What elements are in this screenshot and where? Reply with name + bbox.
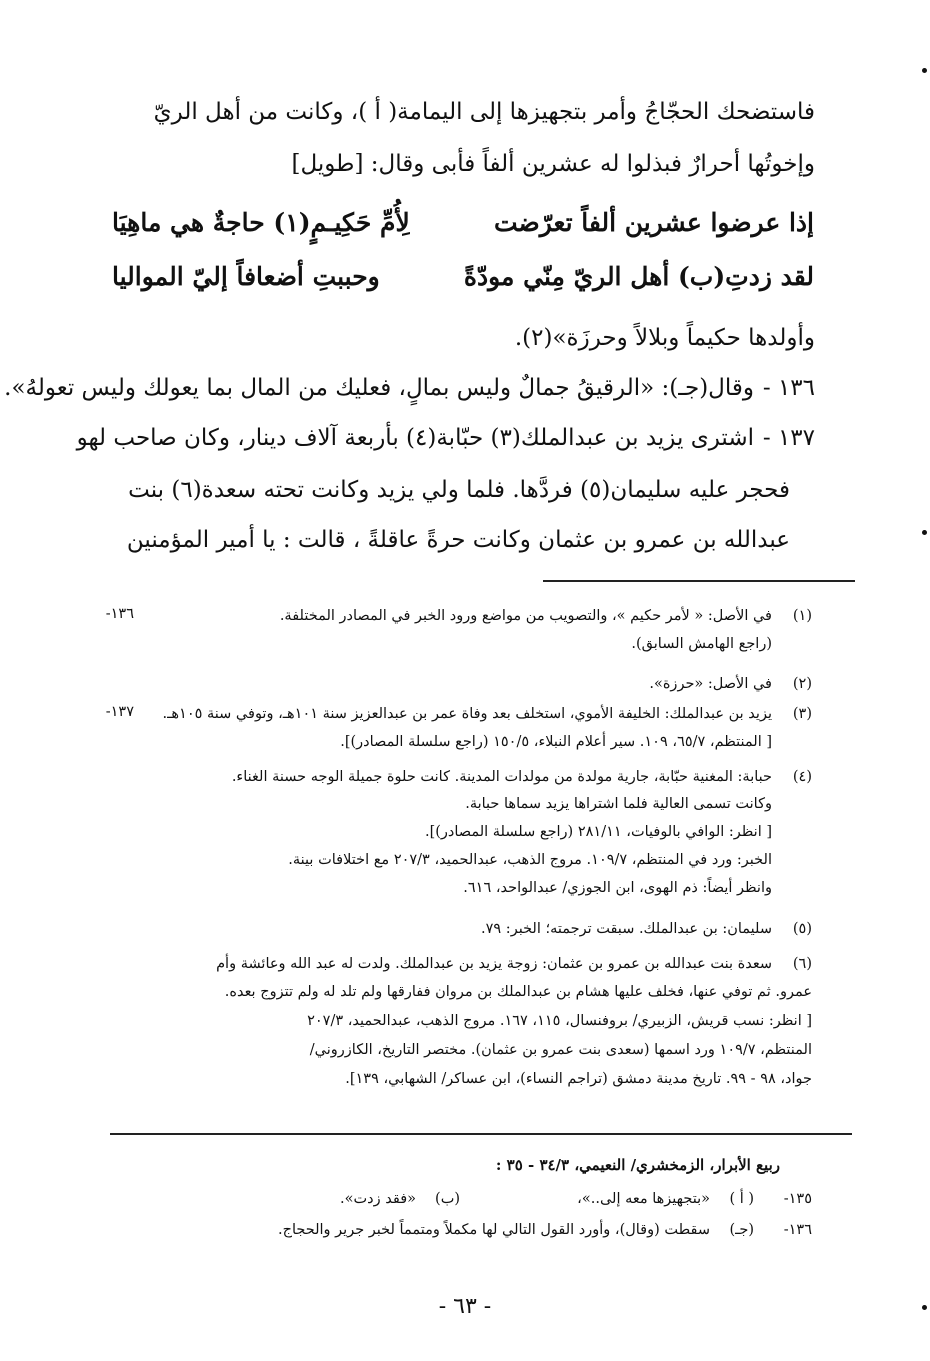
variant-a-label: ( أ ) (729, 1191, 754, 1207)
scan-dot (922, 530, 927, 535)
verse-2-second-hemistich: وحببتِ أضعافاً إليّ المواليا (112, 262, 380, 291)
footnote-5-line-1: سليمان: بن عبدالملك. سبقت ترجمته؛ الخبر: ٧٩. (481, 921, 772, 937)
footnote-6-line-5: جواد، ٩٨ - ٩٩. تاريخ مدينة دمشق (تراجم النساء)، ابن عساكر/ الشهابي، ١٣٩]. (345, 1071, 812, 1087)
footnote-group-136: ١٣٦- (105, 606, 134, 622)
variant-c-text: سقطت (وقال)، وأورد القول التالي لها مكملاً ومتمماً لخبر جرير والحجاج. (278, 1222, 710, 1238)
footnote-4-line-1: حبابة: المغنية حبّابة، جارية مولدة من مولدات المدينة. كانت حلوة جميلة الوجه حسنة الغناء. (231, 769, 772, 785)
footnote-3-line-2: [ المنتظم، ٦٥/٧، ١٠٩. سير أعلام النبلاء، ١٥٠/٥ (راجع سلسلة المصادر)]. (340, 734, 772, 750)
verse-1-first-hemistich: إذا عرضوا عشرين ألفاً تعرّضت (493, 208, 814, 237)
main-text-line-1: فاستضحك الحجّاجُ وأمر بتجهيزها إلى اليمامة( أ )، وكانت من أهل الريّ (153, 99, 815, 125)
footnote-4-number: (٤) (792, 769, 812, 785)
footnote-2-line-1: في الأصل: «حرزة». (649, 676, 772, 692)
verse-2-first-hemistich: لقد زدتِ(ب) أهل الريّ مِنّي مودّةً (463, 262, 814, 291)
footnote-3-number: (٣) (792, 706, 812, 722)
footnote-2-number: (٢) (792, 676, 812, 692)
sources-separator (110, 1133, 852, 1135)
footnote-6-line-1: سعدة بنت عبدالله بن عمرو بن عثمان: زوجة يزيد بن عبدالملك. ولدت له عبد الله وعائشة وأم (216, 956, 772, 972)
footnote-1-line-1: في الأصل: « لأمر حكيم »، والتصويب من مواضع ورود الخبر في المصادر المختلفة. (279, 608, 772, 624)
item-137-line-3: عبدالله بن عمرو بن عثمان وكانت حرةً عاقلةً ، قالت : يا أمير المؤمنين (126, 527, 790, 553)
footnote-1-line-2: (راجع الهامش السابق). (631, 636, 772, 652)
footnote-separator (543, 580, 855, 582)
item-137-number: ١٣٧ - (762, 425, 815, 451)
scan-dot (922, 68, 927, 73)
footnote-4-line-3: [ انظر: الوافي بالوفيات، ٢٨١/١١ (راجع سلسلة المصادر)]. (424, 824, 772, 840)
sources-heading: ربيع الأبرار، الزمخشري/ النعيمي، ٣٤/٣ - ٣٥ : (495, 1156, 780, 1174)
after-verse-line: وأولدها حكيماً وبلالاً وحرزَة»(٢). (514, 325, 815, 351)
item-136-text: وقال(جـ): «الرقيقُ جمالٌ وليس بمالٍ، فعليك من المال بما يعولك وليس تعولهُ». (4, 375, 754, 401)
footnote-4-line-2: وكانت تسمى العالية فلما اشتراها يزيد سماها حبابة. (465, 796, 772, 812)
item-136-number: ١٣٦ - (762, 375, 815, 401)
item-137-line-1: اشترى يزيد بن عبدالملك(٣) حبّابة(٤) بأربعة آلاف دينار، وكان صاحب لهو (76, 425, 754, 451)
footnote-5-number: (٥) (792, 921, 812, 937)
footnote-1-number: (١) (792, 608, 812, 624)
page-number: - ٦٣ - (438, 1294, 492, 1319)
scan-dot (922, 1305, 927, 1310)
footnote-6-number: (٦) (792, 956, 812, 972)
verse-1-second-hemistich: لِأُمِّ حَكِيـمٍ(١) حاجةٌ هي ماهِيَا (112, 208, 410, 237)
variant-a-text: «بتجهيزها معه إلى..»، (577, 1191, 710, 1207)
variant-b-text: «فقد زدت». (340, 1191, 416, 1207)
footnote-6-line-3: [ انظر: نسب قريش، الزبيري/ بروفنسال، ١١٥، ١٦٧. مروج الذهب، عبدالحميد، ٢٠٧/٣ (307, 1013, 812, 1029)
item-137-line-2: فحجر عليه سليمان(٥) فردَّها. فلما ولي يزيد وكانت تحته سعدة(٦) بنت (128, 477, 790, 503)
footnote-3-line-1: يزيد بن عبدالملك: الخليفة الأموي، استخلف بعد وفاة عمر بن عبدالعزيز سنة ١٠١هـ، وتوفي سنة ١٠٥هـ. (162, 706, 772, 722)
footnote-4-line-4: الخبر: ورد في المنتظم، ١٠٩/٧. مروج الذهب، عبدالحميد، ٢٠٧/٣ مع اختلافات بينة. (288, 852, 772, 868)
footnote-group-137: ١٣٧- (105, 704, 134, 720)
variant-136-group: ١٣٦- (783, 1222, 812, 1238)
variant-135-group: ١٣٥- (783, 1191, 812, 1207)
variant-c-label: (جـ) (729, 1222, 754, 1238)
variant-b-label: (ب) (435, 1191, 460, 1207)
footnote-6-line-2: عمرو. ثم توفي عنها، فخلف عليها هشام بن عبدالملك بن مروان ففارقها ولم تلد له ولم تتزوج بعده. (224, 984, 812, 1000)
footnote-6-line-4: المنتظم، ١٠٩/٧ ورد اسمها (سعدى بنت عمرو بن عثمان). مختصر التاريخ، الكازروني/ (309, 1042, 812, 1058)
footnote-4-line-5: وانظر أيضاً: ذم الهوى، ابن الجوزي/ عبدالواحد، ٦١٦. (463, 880, 772, 896)
main-text-line-2: وإخوتُها أحرارٌ فبذلوا له عشرين ألفاً فأبى وقال: [طويل] (291, 151, 815, 177)
